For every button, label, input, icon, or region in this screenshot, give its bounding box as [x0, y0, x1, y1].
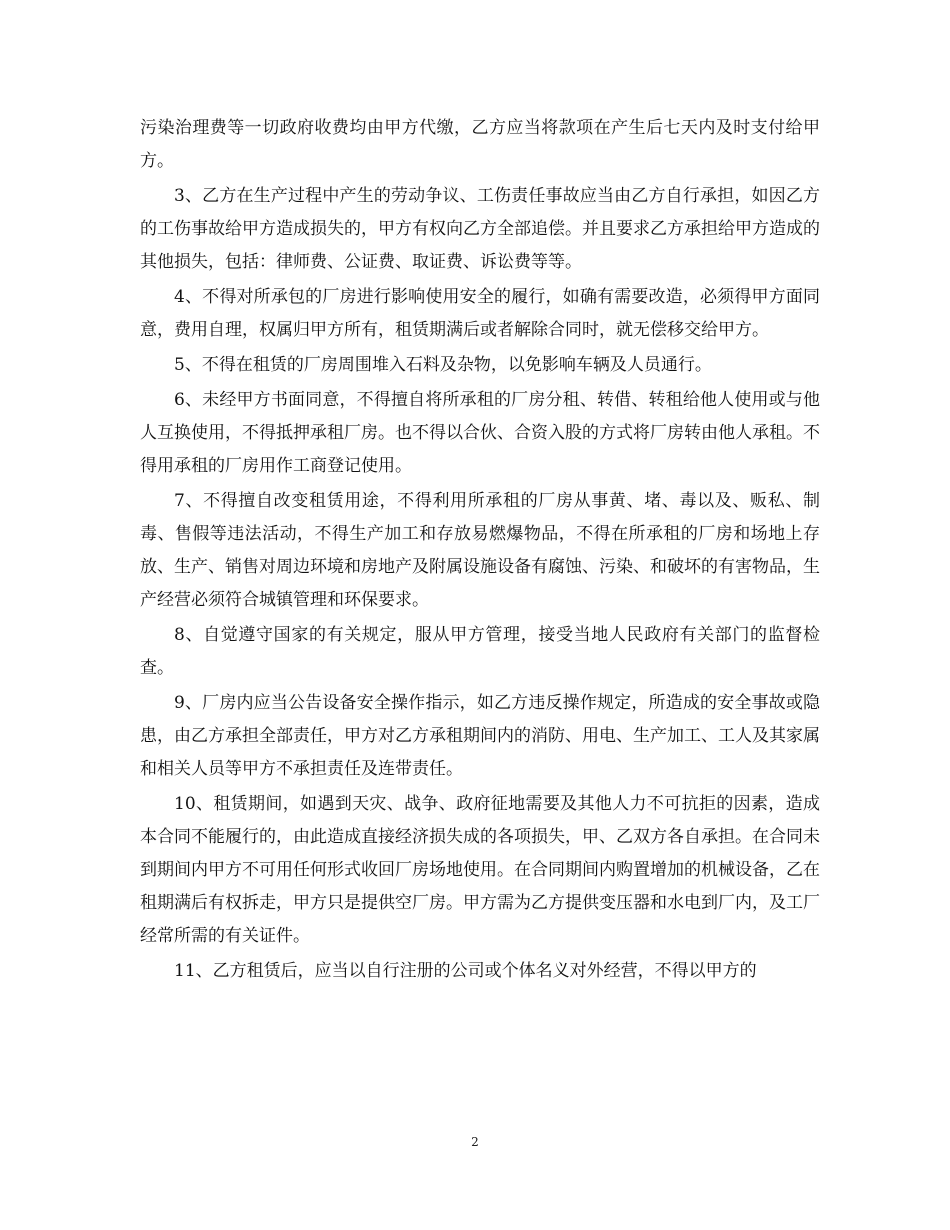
paragraph: 11、乙方租赁后，应当以自行注册的公司或个体名义对外经营，不得以甲方的	[174, 961, 757, 981]
paragraph: 6、未经甲方书面同意，不得擅自将所承租的厂房分租、转借、转租给他人使用或与他人互换使用，不得抵押承租厂房。也不得以合伙、合资入股的方式将厂房转由他人承租。不得用承租的厂房用作工商登记使用。	[140, 390, 820, 476]
paragraph: 7、不得擅自改变租赁用途，不得利用所承租的厂房从事黄、堵、毒以及、贩私、制毒、售假等违法活动，不得生产加工和存放易燃爆物品，不得在所承租的厂房和场地上存放、生产、销售对周边环境和房地产及附属设施设备有腐蚀、污染、和破坏的有害物品，生产经营必须符合城镇管理和环保要求。	[140, 491, 820, 610]
paragraph: 污染治理费等一切政府收费均由甲方代缴，乙方应当将款项在产生后七天内及时支付给甲方。	[140, 118, 820, 171]
page-number: 2	[471, 1135, 479, 1149]
paragraph: 8、自觉遵守国家的有关规定，服从甲方管理，接受当地人民政府有关部门的监督检查。	[140, 625, 820, 678]
paragraph: 5、不得在租赁的厂房周围堆入石料及杂物，以免影响车辆及人员通行。	[174, 355, 712, 375]
document-body	[140, 112, 820, 990]
paragraph: 10、租赁期间，如遇到天灾、战争、政府征地需要及其他人力不可抗拒的因素，造成本合同不能履行的，由此造成直接经济损失成的各项损失，甲、乙双方各自承担。在合同未到期间内甲方不可用任何形式收回厂房场地使用。在合同期间内购置增加的机械设备，乙在租期满后有权拆走，甲方只是提供空厂房。甲方需为乙方提供变压器和水电到厂内，及工厂经常所需的有关证件。	[140, 794, 820, 946]
paragraph: 9、厂房内应当公告设备安全操作指示，如乙方违反操作规定，所造成的安全事故或隐患，由乙方承担全部责任，甲方对乙方承租期间内的消防、用电、生产加工、工人及其家属和相关人员等甲方不承担责任及连带责任。	[140, 693, 820, 779]
paragraph: 4、不得对所承包的厂房进行影响使用安全的履行，如确有需要改造，必须得甲方面同意，费用自理，权属归甲方所有，租赁期满后或者解除合同时，就无偿移交给甲方。	[140, 287, 820, 340]
paragraph: 3、乙方在生产过程中产生的劳动争议、工伤责任事故应当由乙方自行承担，如因乙方的工伤事故给甲方造成损失的，甲方有权向乙方全部追偿。并且要求乙方承担给甲方造成的其他损失，包括：律师费、公证费、取证费、诉讼费等等。	[140, 186, 820, 272]
